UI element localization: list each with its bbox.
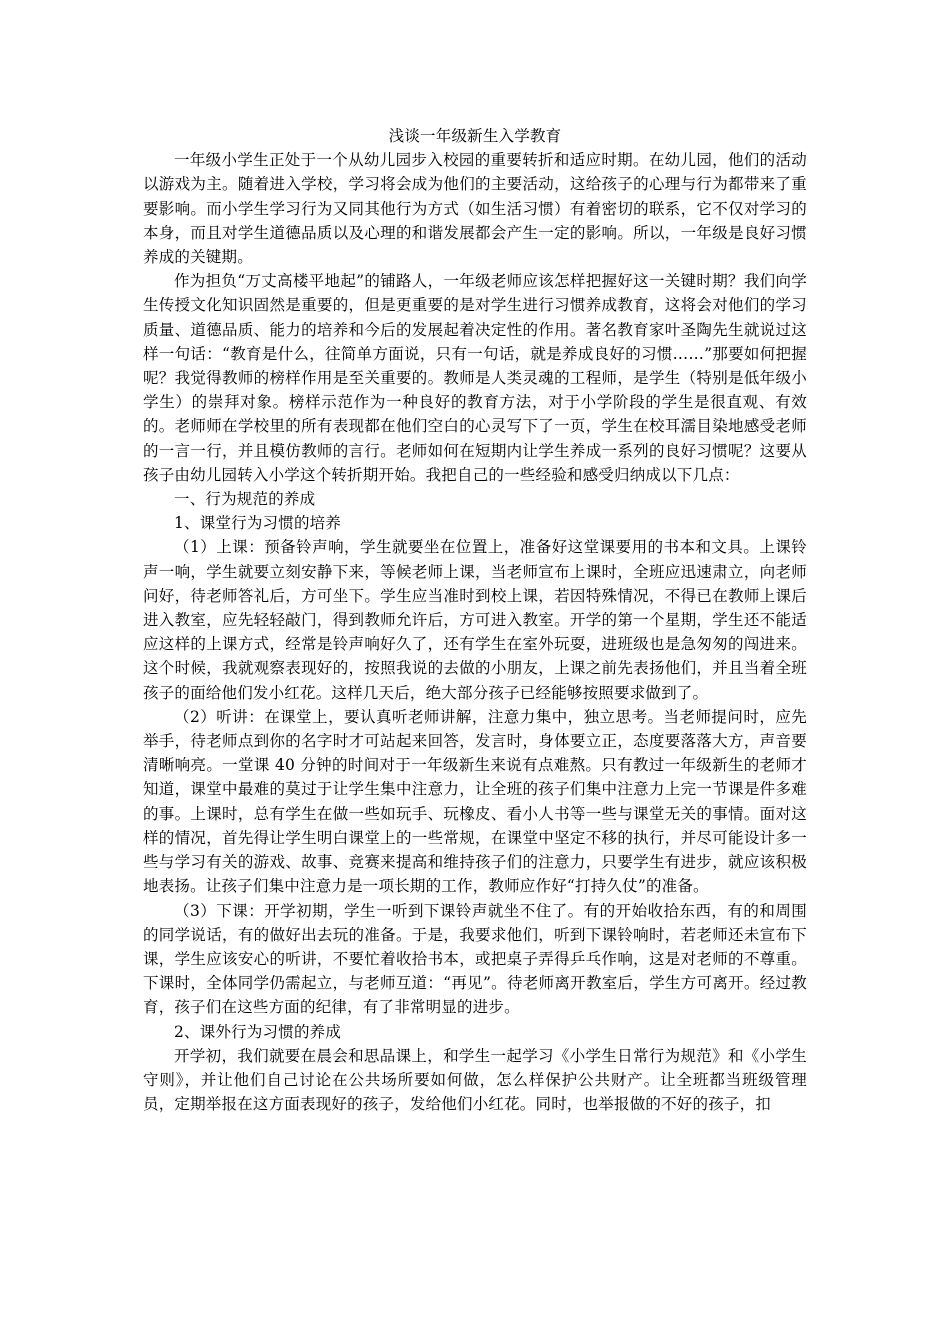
paragraph-extracurricular: 开学初，我们就要在晨会和思品课上，和学生一起学习《小学生日常行为规范》和《小学生守则》，并让他们自己讨论在公共场所要如何做，怎么样保护公共财产。让全班都当班级管理员，定期举报在这方面表现好的孩子，发给他们小红花。同时，也举报做的不好的孩子，扣 — [143, 1046, 807, 1114]
document-title: 浅谈一年级新生入学教育 — [388, 127, 562, 145]
section-heading-behavior: 一、行为规范的养成 — [174, 490, 316, 509]
subsection-heading-classroom: 1、课堂行为习惯的培养 — [174, 514, 342, 533]
subsection-heading-extracurricular: 2、课外行为习惯的养成 — [174, 1022, 342, 1041]
paragraph-listening: （2）听讲：在课堂上，要认真听老师讲解，注意力集中，独立思考。当老师提问时，应先举手，待老师点到你的名字时才可站起来回答，发言时，身体要立正，态度要落落大方，声音要清晰响亮。一堂课 40 分钟的时间对于一年级新生来说有点难熬。只有教过一年级新生的老师才知道，课堂中最难的莫过于让学生集中注意力，让全班的孩子们集中注意力上完一节课是件多难的事。上课时，总有学生在做一些如玩手、玩橡皮、看小人书等一些与课堂无关的事情。面对这样的情况，首先得让学生明白课堂上的一些常规，在课堂中坚定不移的执行，并尽可能设计多一些与学习有关的游戏、故事、竞赛来提高和维持孩子们的注意力，只要学生有进步，就应该积极地表扬。让孩子们集中注意力是一项长期的工作，教师应作好“打持久仗”的准备。 — [143, 707, 807, 896]
paragraph-role-model: 作为担负“万丈高楼平地起”的铺路人，一年级老师应该怎样把握好这一关键时期？我们向学生传授文化知识固然是重要的，但是更重要的是对学生进行习惯养成教育，这将会对他们的学习质量、道德品质、能力的培养和今后的发展起着决定性的作用。著名教育家叶圣陶先生就说过这样一句话：“教育是什么，往简单方面说，只有一句话，就是养成良好的习惯……”那要如何把握呢？我觉得教师的榜样作用是至关重要的。教师是人类灵魂的工程师，是学生（特别是低年级小学生）的崇拜对象。榜样示范作为一种良好的教育方法，对于小学阶段的学生是很直观、有效的。老师师在学校里的所有表现都在他们空白的心灵写下了一页，学生在校耳濡目染地感受老师的一言一行，并且模仿教师的言行。老师如何在短期内让学生养成一系列的良好习惯呢？这要从孩子由幼儿园转入小学这个转折期开始。我把自己的一些经验和感受归纳成以下几点： — [143, 272, 807, 484]
paragraph-class-start: （1）上课：预备铃声响，学生就要坐在位置上，准备好这堂课要用的书本和文具。上课铃声一响，学生就要立刻安静下来，等候老师上课，当老师宣布上课时，全班应迅速肃立，向老师问好，待老师答礼后，方可坐下。学生应当准时到校上课，若因特殊情况，不得已在教师上课后进入教室，应先轻轻敲门，得到教师允许后，方可进入教室。开学的第一个星期，学生还不能适应这样的上课方式，经常是铃声响好久了，还有学生在室外玩耍，进班级也是急匆匆的闯进来。这个时候，我就观察表现好的，按照我说的去做的小朋友，上课之前先表扬他们，并且当着全班孩子的面给他们发小红花。这样几天后，绝大部分孩子已经能够按照要求做到了。 — [143, 538, 807, 702]
document-page — [143, 124, 807, 1116]
paragraph-class-end: （3）下课：开学初期，学生一听到下课铃声就坐不住了。有的开始收拾东西，有的和周围的同学说话，有的做好出去玩的准备。于是，我要求他们，听到下课铃响时，若老师还未宣布下课，学生应该安心的听讲，不要忙着收拾书本，或把桌子弄得乒乓作响，这是对老师的不尊重。下课时，全体同学仍需起立，与老师互道：“再见”。待老师离开教室后，学生方可离开。经过教育，孩子们在这些方面的纪律，有了非常明显的进步。 — [143, 901, 807, 1017]
paragraph-intro: 一年级小学生正处于一个从幼儿园步入校园的重要转折和适应时期。在幼儿园，他们的活动以游戏为主。随着进入学校，学习将会成为他们的主要活动，这给孩子的心理与行为都带来了重要影响。而小学生学习行为又同其他行为方式（如生活习惯）有着密切的联系，它不仅对学习的本身，而且对学生道德品质以及心理的和谐发展都会产生一定的影响。所以，一年级是良好习惯养成的关键期。 — [143, 151, 807, 267]
